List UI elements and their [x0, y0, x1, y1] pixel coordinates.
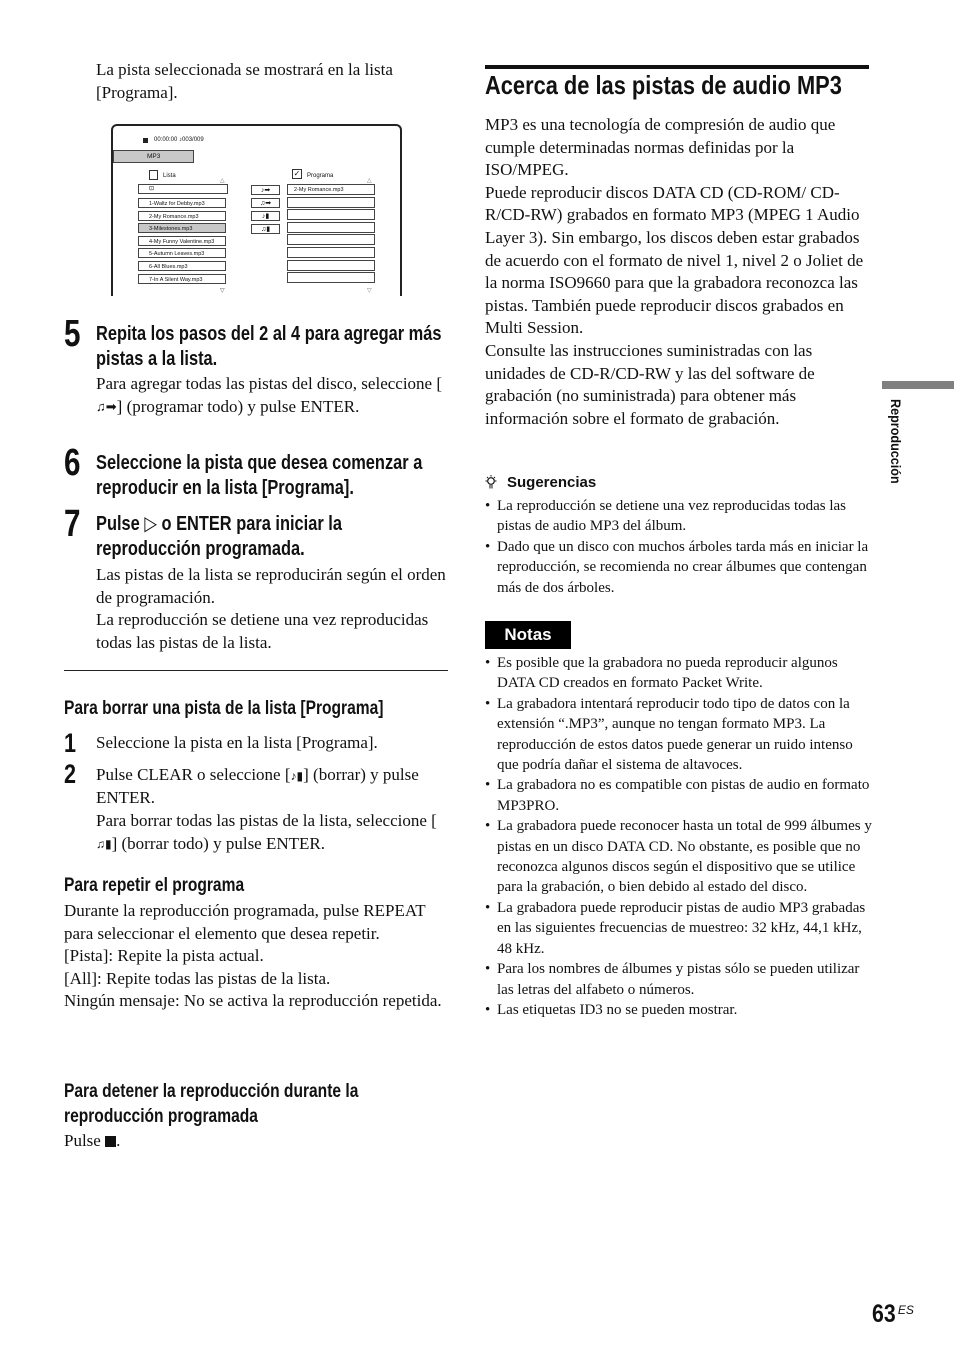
section-title: Acerca de las pistas de audio MP3 — [485, 70, 842, 100]
stop-body: Pulse . — [64, 1131, 121, 1150]
list-item[interactable]: 2-My Romance.mp3 — [138, 211, 226, 221]
bullet-item: • Dado que un disco con muchos árboles tarda más en iniciar la reproducción, se recomienda no crear álbumes que contengan más de dos árboles. — [485, 537, 871, 598]
checkbox-icon: ✓ — [293, 169, 301, 178]
notes-heading: Notas — [504, 625, 552, 644]
stop-icon — [143, 138, 148, 143]
scroll-down-icon: ▽ — [367, 288, 372, 294]
program-item[interactable]: 2-My Romance.mp3 — [287, 184, 375, 195]
mp3-body: MP3 es una tecnología de compresión de audio que cumple determinadas normas definidas por la ISO/MPEG. Puede reproducir discos DATA CD (CD-ROM/ CD-R/CD-RW) grabados en formato MP3 (MPEG 1 Audio Layer 3). Sin embargo, los discos deben estar grabados de acuerdo con el formato de nivel 1, nivel 2 o Joliet de la norma ISO9660 para que la grabadora reconozca las pistas. También puede reproducir discos grabados en Multi Session. Consulte las instrucciones suministradas con las unidades de CD-R/CD-RW y las del software de grabación (no suministrada) para obtener más información sobre el formato de grabación. — [485, 115, 864, 428]
program-screen — [111, 124, 402, 296]
step7-heading: Pulse ▷ o ENTER para iniciar la reproducción programada. — [96, 513, 342, 560]
lightbulb-icon — [485, 475, 497, 489]
bullet-item: • La grabadora puede reconocer hasta un total de 999 álbumes y pistas en un disco DATA CD. No obstante, es posible que no reconozca algunos discos según el dispositivo que se utilice para la grabación, o bien debido al estado del disco. — [485, 816, 873, 898]
list-item[interactable]: 1-Waltz for Debby.mp3 — [138, 198, 226, 208]
delete-heading: Para borrar una pista de la lista [Programa] — [64, 698, 384, 719]
program-list — [287, 184, 377, 284]
program-item[interactable] — [287, 260, 375, 271]
scroll-up-icon: △ — [367, 178, 372, 184]
step7-body: Las pistas de la lista se reproducirán según el orden de programación. La reproducción se detiene una vez reproducidas todas las pistas de la lista. — [96, 565, 446, 652]
bullet-item: • Para los nombres de álbumes y pistas sólo se pueden utilizar las letras del alfabeto o números. — [485, 959, 873, 1000]
tips-header — [485, 474, 596, 492]
program-icon-buttons — [251, 185, 280, 237]
program-item[interactable] — [287, 222, 375, 233]
stop-heading: Para detener la reproducción durante la reproducción programada — [64, 1081, 359, 1127]
bullet-item: • La grabadora intentará reproducir todo tipo de datos con la extensión “.MP3”, aunque no tengan formato MP3. La reproducción de estos datos puede generar un ruido intenso que podría dañar el sistema de altavoces. — [485, 694, 873, 776]
step5-heading: Repita los pasos del 2 al 4 para agregar más pistas a la lista. — [96, 323, 442, 370]
page-number: 63 $^{ES}$ — [872, 1300, 914, 1328]
list-icon — [149, 170, 158, 180]
list-title: Lista — [163, 173, 176, 179]
program-track-button[interactable]: ♪➡ — [251, 185, 280, 195]
program-item[interactable] — [287, 209, 375, 220]
title-rule — [485, 65, 869, 69]
note-icon: ♪ — [179, 137, 183, 143]
side-tab-label: Reproducción — [888, 399, 904, 484]
tips-list — [485, 496, 871, 598]
step-number: 2 — [64, 759, 77, 789]
bullet-item: • La grabadora puede reproducir pistas de audio MP3 grabadas en las siguientes frecuencias de muestreo: 32 kHz, 44,1 kHz, 48 kHz. — [485, 898, 873, 959]
clear-track-button[interactable]: ♪▮ — [251, 211, 280, 221]
step-number: 7 — [64, 503, 81, 545]
clear-track-icon: ♪▮ — [290, 768, 304, 783]
list-item[interactable]: 5-Autumn Leaves.mp3 — [138, 248, 226, 258]
tips-heading: Sugerencias — [507, 474, 597, 491]
step5-body: Para agregar todas las pistas del disco, seleccione [♫➡] (programar todo) y pulse ENTER. — [96, 373, 448, 419]
repeat-body: Durante la reproducción programada, pulse REPEAT para seleccionar el elemento que desea repetir. [Pista]: Repite la pista actual. [All]: Repite todas las pistas de la lista. Ningún mensaje: No se activa la reproducción repetida. — [64, 901, 442, 1011]
bullet-item: • La grabadora no es compatible con pistas de audio en formato MP3PRO. — [485, 775, 873, 816]
list-item[interactable]: 4-My Funny Valentine.mp3 — [138, 236, 226, 246]
track-list — [138, 198, 228, 288]
bullet-item: • Las etiquetas ID3 no se pueden mostrar. — [485, 1000, 873, 1020]
play-icon: ▷ — [144, 513, 157, 535]
intro-text: La pista seleccionada se mostrará en la lista [Programa]. — [96, 60, 393, 102]
list-item[interactable]: 7-In A Silent Way.mp3 — [138, 274, 226, 284]
step-number: 5 — [64, 313, 81, 355]
stop-square-icon — [105, 1136, 116, 1147]
folder-bar — [113, 150, 194, 163]
scroll-up-icon: △ — [220, 178, 225, 184]
program-item[interactable] — [287, 272, 375, 283]
clear-all-button[interactable]: ♫▮ — [251, 224, 280, 234]
scroll-down-icon: ▽ — [220, 288, 225, 294]
program-item[interactable] — [287, 197, 375, 208]
program-all-button[interactable]: ♫➡ — [251, 198, 280, 208]
repeat-heading: Para repetir el programa — [64, 875, 245, 896]
step6-heading: Seleccione la pista que desea comenzar a reproducir en la lista [Programa]. — [96, 452, 423, 499]
clear-all-icon: ♫▮ — [96, 837, 112, 852]
notes-badge — [485, 621, 571, 649]
program-title: Programa — [307, 173, 334, 179]
delete-step1: Seleccione la pista en la lista [Programa]. — [96, 733, 378, 752]
notes-list — [485, 653, 873, 1020]
folder-up-button[interactable]: ⊡ — [138, 184, 228, 194]
list-item[interactable]: 6-All Blues.mp3 — [138, 261, 226, 271]
list-item[interactable]: 3-Milestones.mp3 — [138, 223, 226, 233]
program-item[interactable] — [287, 234, 375, 245]
screen-time: 00:00:00 — [154, 137, 178, 143]
bullet-item: • Es posible que la grabadora no pueda reproducir algunos DATA CD creados en formato Packet Write. — [485, 653, 873, 694]
step-number: 1 — [64, 728, 77, 758]
program-item[interactable] — [287, 247, 375, 258]
delete-step2: Pulse CLEAR o seleccione [♪▮] (borrar) y pulse ENTER. Para borrar todas las pistas de la lista, seleccione [♫▮] (borrar todo) y pulse ENTER. — [96, 764, 452, 856]
folder-name: MP3 — [147, 153, 161, 160]
screen-track-count: 003/009 — [182, 137, 204, 143]
step-number: 6 — [64, 442, 81, 484]
program-all-icon: ♫➡ — [96, 399, 117, 415]
divider — [64, 670, 448, 671]
bullet-item: • La reproducción se detiene una vez reproducidas todas las pistas de audio MP3 del álbum. — [485, 496, 871, 537]
side-tab — [882, 381, 954, 389]
